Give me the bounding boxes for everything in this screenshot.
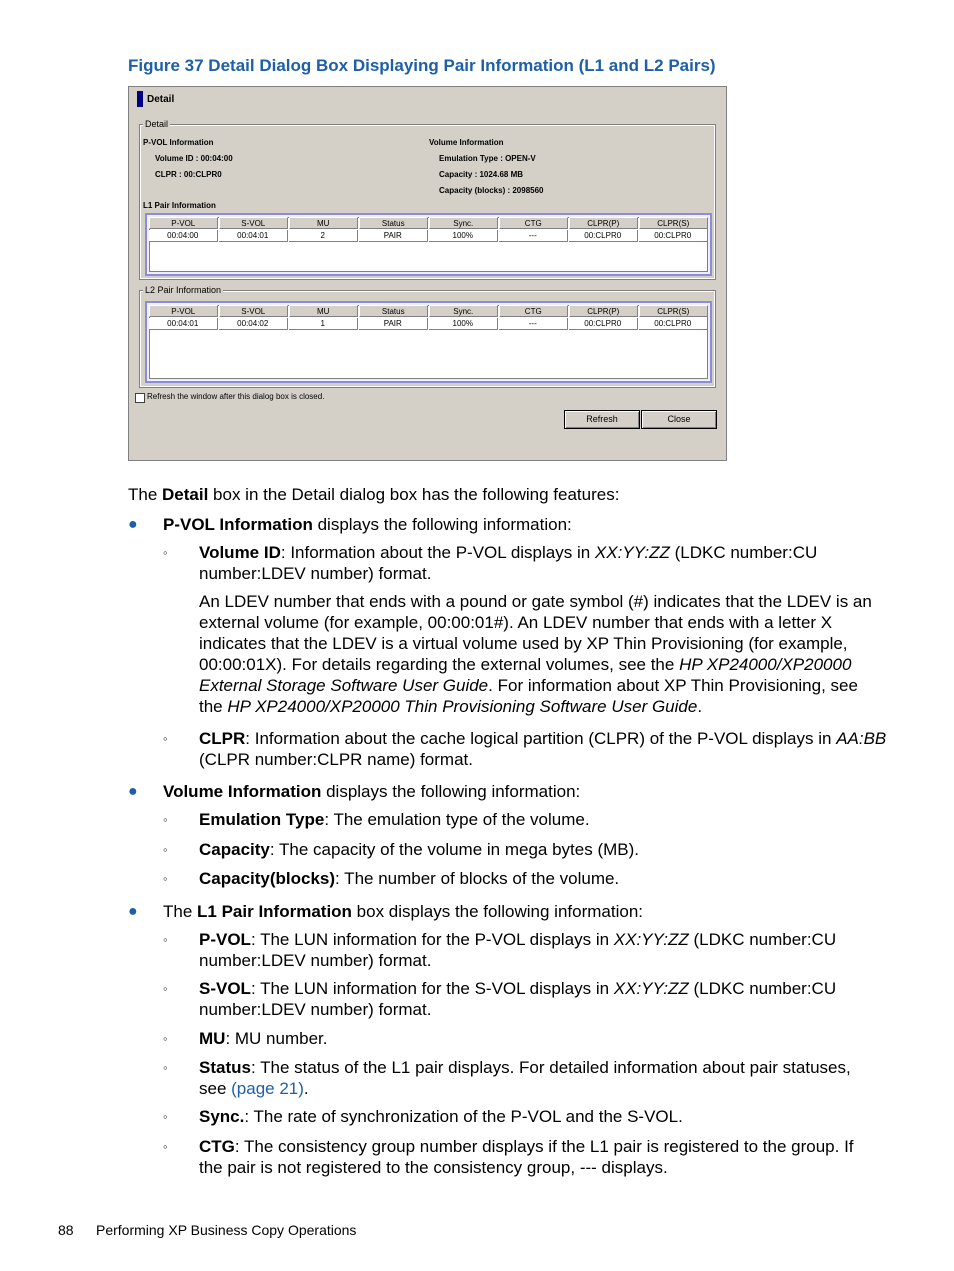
mu-item: MU: MU number.: [199, 1029, 328, 1048]
col-status[interactable]: Status: [359, 217, 428, 229]
sub-bullet-icon: ◦: [163, 1060, 168, 1075]
cell-mu: 1: [289, 318, 358, 330]
page-number: 88: [58, 1222, 74, 1238]
col-sync[interactable]: Sync.: [429, 305, 498, 317]
cell-sync: 100%: [429, 230, 498, 242]
sub-bullet-icon: ◦: [163, 545, 168, 560]
cell-pvol: 00:04:01: [149, 318, 218, 330]
col-clpr-p[interactable]: CLPR(P): [569, 305, 638, 317]
detail-dialog: [128, 86, 727, 461]
capacity-value: Capacity : 1024.68 MB: [439, 170, 524, 179]
l1-header-row: [149, 217, 709, 230]
cell-sync: 100%: [429, 318, 498, 330]
l1-pair-table: [145, 213, 712, 276]
intro-paragraph: The Detail box in the Detail dialog box has the following features:: [128, 485, 620, 504]
sub-bullet-icon: ◦: [163, 1139, 168, 1154]
l2-heading: L2 Pair Information: [145, 285, 222, 295]
detail-group-label: Detail: [145, 119, 169, 129]
bullet-icon: ●: [128, 903, 138, 920]
footer-section: Performing XP Business Copy Operations: [96, 1222, 357, 1238]
col-pvol[interactable]: P-VOL: [149, 217, 218, 229]
col-pvol[interactable]: P-VOL: [149, 305, 218, 317]
cell-clpr-s: 00:CLPR0: [639, 318, 708, 330]
ctg-item: CTG: The consistency group number displays if the L1 pair is registered to the group. If the pair is not registered to the consistency group, --- displays.: [199, 1137, 854, 1177]
sub-bullet-icon: ◦: [163, 1109, 168, 1124]
detail-group: [140, 119, 715, 279]
dialog-title: Detail: [147, 93, 175, 105]
volume-id-item: Volume ID: Information about the P-VOL displays in XX:YY:ZZ (LDKC number:CU number:LDEV number) format.: [199, 543, 818, 583]
cell-svol: 00:04:01: [219, 230, 288, 242]
clpr-value: CLPR : 00:CLPR0: [155, 170, 222, 179]
col-clpr-s[interactable]: CLPR(S): [639, 305, 708, 317]
sync-item: Sync.: The rate of synchronization of the P-VOL and the S-VOL.: [199, 1107, 683, 1126]
emulation-item: Emulation Type: The emulation type of the volume.: [199, 810, 590, 829]
cell-mu: 2: [289, 230, 358, 242]
col-svol[interactable]: S-VOL: [219, 217, 288, 229]
col-status[interactable]: Status: [359, 305, 428, 317]
cell-ctg: ---: [499, 230, 568, 242]
col-mu[interactable]: MU: [289, 305, 358, 317]
cell-status: PAIR: [359, 230, 428, 242]
dialog-header: [137, 91, 174, 107]
pvol-info-item: P-VOL Information displays the following information:: [163, 515, 572, 534]
col-ctg[interactable]: CTG: [499, 217, 568, 229]
cell-status: PAIR: [359, 318, 428, 330]
l2-pair-table: [145, 301, 712, 383]
volume-id: Volume ID : 00:04:00: [155, 154, 233, 163]
status-item: Status: The status of the L1 pair displays. For detailed information about pair statuses, see (page 21).: [199, 1058, 851, 1098]
sub-bullet-icon: ◦: [163, 981, 168, 996]
ldev-paragraph: An LDEV number that ends with a pound or gate symbol (#) indicates that the LDEV is an external volume (for example, 00:00:01#). An LDEV number that ends with a letter X indicates that the LDEV is a virtual volume used by XP Thin Provisioning (for example, 00:00:01X). For details regarding the external volumes, see the HP XP24000/XP20000 External Storage Software User Guide. For information about XP Thin Provisioning, see the HP XP24000/XP20000 Thin Provisioning Software User Guide.: [199, 592, 872, 716]
col-sync[interactable]: Sync.: [429, 217, 498, 229]
cell-clpr-s: 00:CLPR0: [639, 230, 708, 242]
bullet-icon: ●: [128, 516, 138, 533]
capacity-item: Capacity: The capacity of the volume in mega bytes (MB).: [199, 840, 640, 859]
refresh-button[interactable]: Refresh: [564, 410, 640, 429]
volume-info-item: Volume Information displays the following information:: [163, 782, 581, 801]
col-svol[interactable]: S-VOL: [219, 305, 288, 317]
l1-info-item: The L1 Pair Information box displays the following information:: [163, 902, 643, 921]
col-mu[interactable]: MU: [289, 217, 358, 229]
emulation-type: Emulation Type : OPEN-V: [439, 154, 536, 163]
l2-header-row: [149, 305, 709, 318]
table-row[interactable]: [149, 318, 709, 331]
col-clpr-s[interactable]: CLPR(S): [639, 217, 708, 229]
svol-lun-item: S-VOL: The LUN information for the S-VOL displays in XX:YY:ZZ (LDKC number:CU number:LDEV number) format.: [199, 979, 837, 1019]
title-marker-icon: [137, 91, 143, 107]
col-clpr-p[interactable]: CLPR(P): [569, 217, 638, 229]
figure-title: Figure 37 Detail Dialog Box Displaying Pair Information (L1 and L2 Pairs): [128, 56, 716, 75]
sub-bullet-icon: ◦: [163, 731, 168, 746]
table-row[interactable]: [149, 230, 709, 243]
refresh-checkbox-label: Refresh the window after this dialog box is closed.: [147, 392, 325, 401]
close-button[interactable]: Close: [641, 410, 717, 429]
l1-heading: L1 Pair Information: [143, 201, 216, 210]
cell-svol: 00:04:02: [219, 318, 288, 330]
sub-bullet-icon: ◦: [163, 932, 168, 947]
volinfo-heading: Volume Information: [429, 138, 504, 147]
sub-bullet-icon: ◦: [163, 842, 168, 857]
cell-pvol: 00:04:00: [149, 230, 218, 242]
capacity-blocks: Capacity (blocks) : 2098560: [439, 186, 544, 195]
cell-clpr-p: 00:CLPR0: [569, 230, 638, 242]
refresh-checkbox[interactable]: [135, 393, 145, 403]
cell-clpr-p: 00:CLPR0: [569, 318, 638, 330]
capacity-blocks-item: Capacity(blocks): The number of blocks of the volume.: [199, 869, 620, 888]
clpr-item: CLPR: Information about the cache logical partition (CLPR) of the P-VOL displays in AA:BB (CLPR number:CLPR name) format.: [199, 729, 887, 769]
pvol-heading: P-VOL Information: [143, 138, 214, 147]
col-ctg[interactable]: CTG: [499, 305, 568, 317]
sub-bullet-icon: ◦: [163, 871, 168, 886]
page-21-link[interactable]: (page 21): [231, 1079, 304, 1098]
pvol-lun-item: P-VOL: The LUN information for the P-VOL displays in XX:YY:ZZ (LDKC number:CU number:LDEV number) format.: [199, 930, 837, 970]
l2-group: [140, 285, 715, 387]
sub-bullet-icon: ◦: [163, 812, 168, 827]
cell-ctg: ---: [499, 318, 568, 330]
sub-bullet-icon: ◦: [163, 1031, 168, 1046]
bullet-icon: ●: [128, 783, 138, 800]
